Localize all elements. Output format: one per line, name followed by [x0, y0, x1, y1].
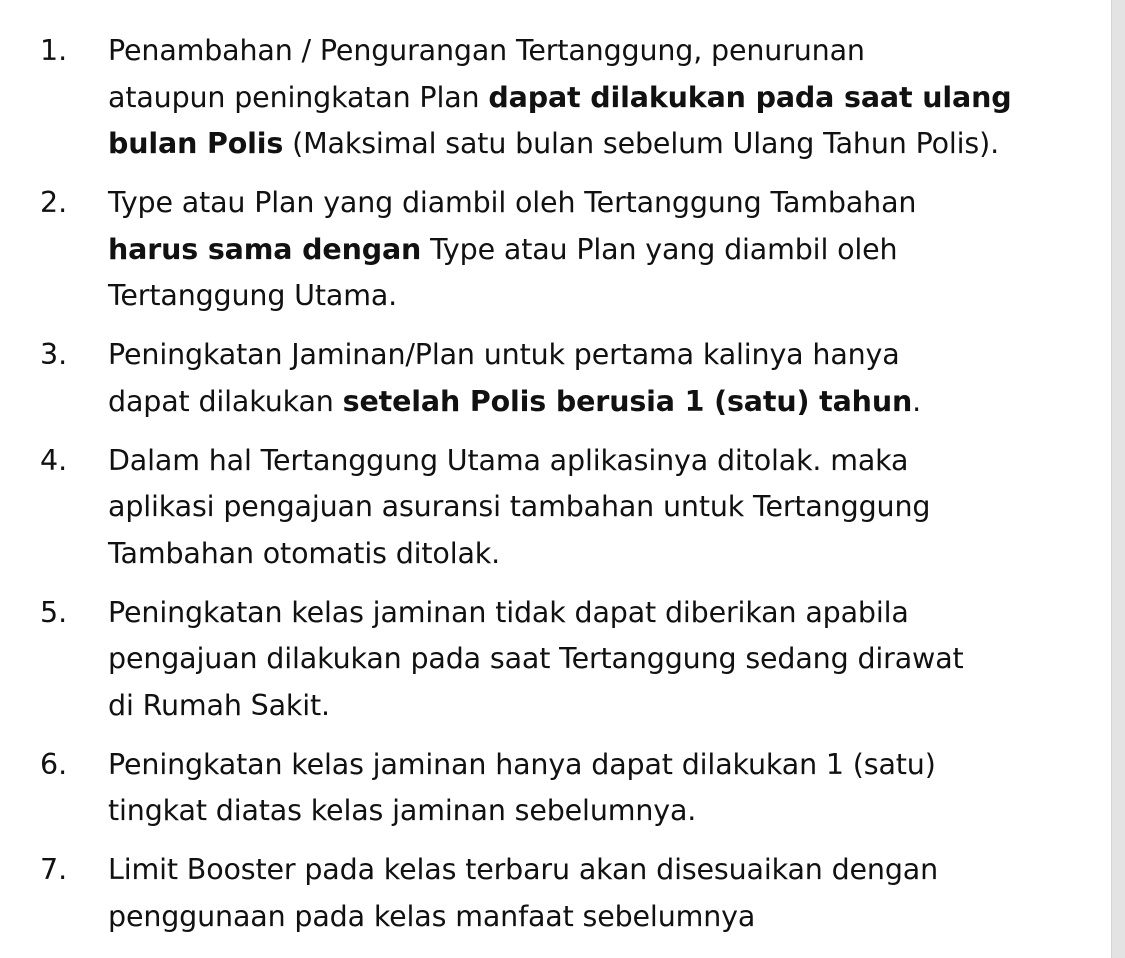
text-line — [108, 28, 1100, 75]
bold-text: harus sama dengan — [108, 232, 422, 266]
text-line — [108, 438, 1100, 485]
text-line — [108, 847, 1100, 894]
text-segment: pengajuan dilakukan pada saat Tertanggung sedang dirawat — [108, 642, 964, 675]
bold-text: bulan Polis — [108, 127, 284, 160]
text-line — [108, 531, 1100, 578]
list-item — [40, 28, 1100, 168]
list-item-number: 2. — [40, 186, 68, 219]
list-item-number: 1. — [40, 34, 68, 67]
text-line — [108, 180, 1100, 227]
page-edge — [1111, 0, 1125, 958]
text-line — [108, 227, 1100, 274]
text-segment: dapat dilakukan — [108, 384, 343, 418]
text-segment: Dalam hal Tertanggung Utama aplikasinya ditolak. maka — [108, 443, 909, 477]
text-line — [108, 121, 1100, 168]
text-line — [108, 273, 1100, 320]
list-item-number: 5. — [40, 595, 68, 629]
text-segment: di Rumah Sakit. — [108, 688, 330, 722]
list-item-number: 6. — [40, 747, 68, 781]
text-segment: Tertanggung Utama. — [108, 279, 398, 312]
text-line — [108, 332, 1100, 379]
text-segment: penggunaan pada kelas manfaat sebelumnya — [108, 899, 756, 933]
list-item — [40, 438, 1100, 578]
list-item-text — [108, 438, 1100, 578]
text-segment: aplikasi pengajuan asuransi tambahan untuk Tertanggung — [108, 490, 931, 523]
text-segment: Type atau Plan yang diambil oleh Tertanggung Tambahan — [108, 186, 917, 219]
text-segment: . — [912, 384, 922, 418]
bold-text: dapat dilakukan pada saat ulang — [488, 80, 1012, 114]
text-line — [108, 379, 1100, 426]
text-segment: Penambahan / Pengurangan Tertanggung, penurunan — [108, 34, 865, 67]
text-segment: tingkat diatas kelas jaminan sebelumnya. — [108, 794, 697, 827]
text-line — [108, 683, 1100, 730]
text-segment: Peningkatan Jaminan/Plan untuk pertama kalinya hanya — [108, 338, 900, 371]
list-item-text — [108, 28, 1100, 168]
list-item-number: 3. — [40, 338, 68, 371]
text-line — [108, 636, 1100, 683]
list-item-text — [108, 742, 1100, 835]
text-segment: (Maksimal satu bulan sebelum Ulang Tahun Polis). — [283, 127, 1000, 160]
list-item — [40, 847, 1100, 940]
text-segment: ataupun peningkatan Plan — [108, 80, 489, 114]
text-line — [108, 894, 1100, 941]
list-item — [40, 590, 1100, 730]
text-segment: Peningkatan kelas jaminan tidak dapat diberikan apabila — [108, 595, 909, 629]
text-line — [108, 590, 1100, 637]
text-line — [108, 75, 1100, 122]
numbered-list — [40, 28, 1100, 940]
list-item-number: 7. — [40, 853, 68, 886]
bold-text: setelah Polis berusia 1 (satu) tahun — [342, 384, 913, 418]
list-item — [40, 742, 1100, 835]
text-segment: Type atau Plan yang diambil oleh — [421, 232, 898, 266]
text-segment: Limit Booster pada kelas terbaru akan disesuaikan dengan — [108, 853, 939, 886]
list-item-text — [108, 590, 1100, 730]
list-item-text — [108, 847, 1100, 940]
text-segment: Peningkatan kelas jaminan hanya dapat dilakukan 1 (satu) — [108, 747, 936, 781]
text-line — [108, 484, 1100, 531]
text-line — [108, 788, 1100, 835]
list-item — [40, 332, 1100, 425]
text-segment: Tambahan otomatis ditolak. — [108, 536, 501, 570]
list-item-number: 4. — [40, 443, 68, 477]
list-item-text — [108, 180, 1100, 320]
list-item — [40, 180, 1100, 320]
list-item-text — [108, 332, 1100, 425]
text-line — [108, 742, 1100, 789]
